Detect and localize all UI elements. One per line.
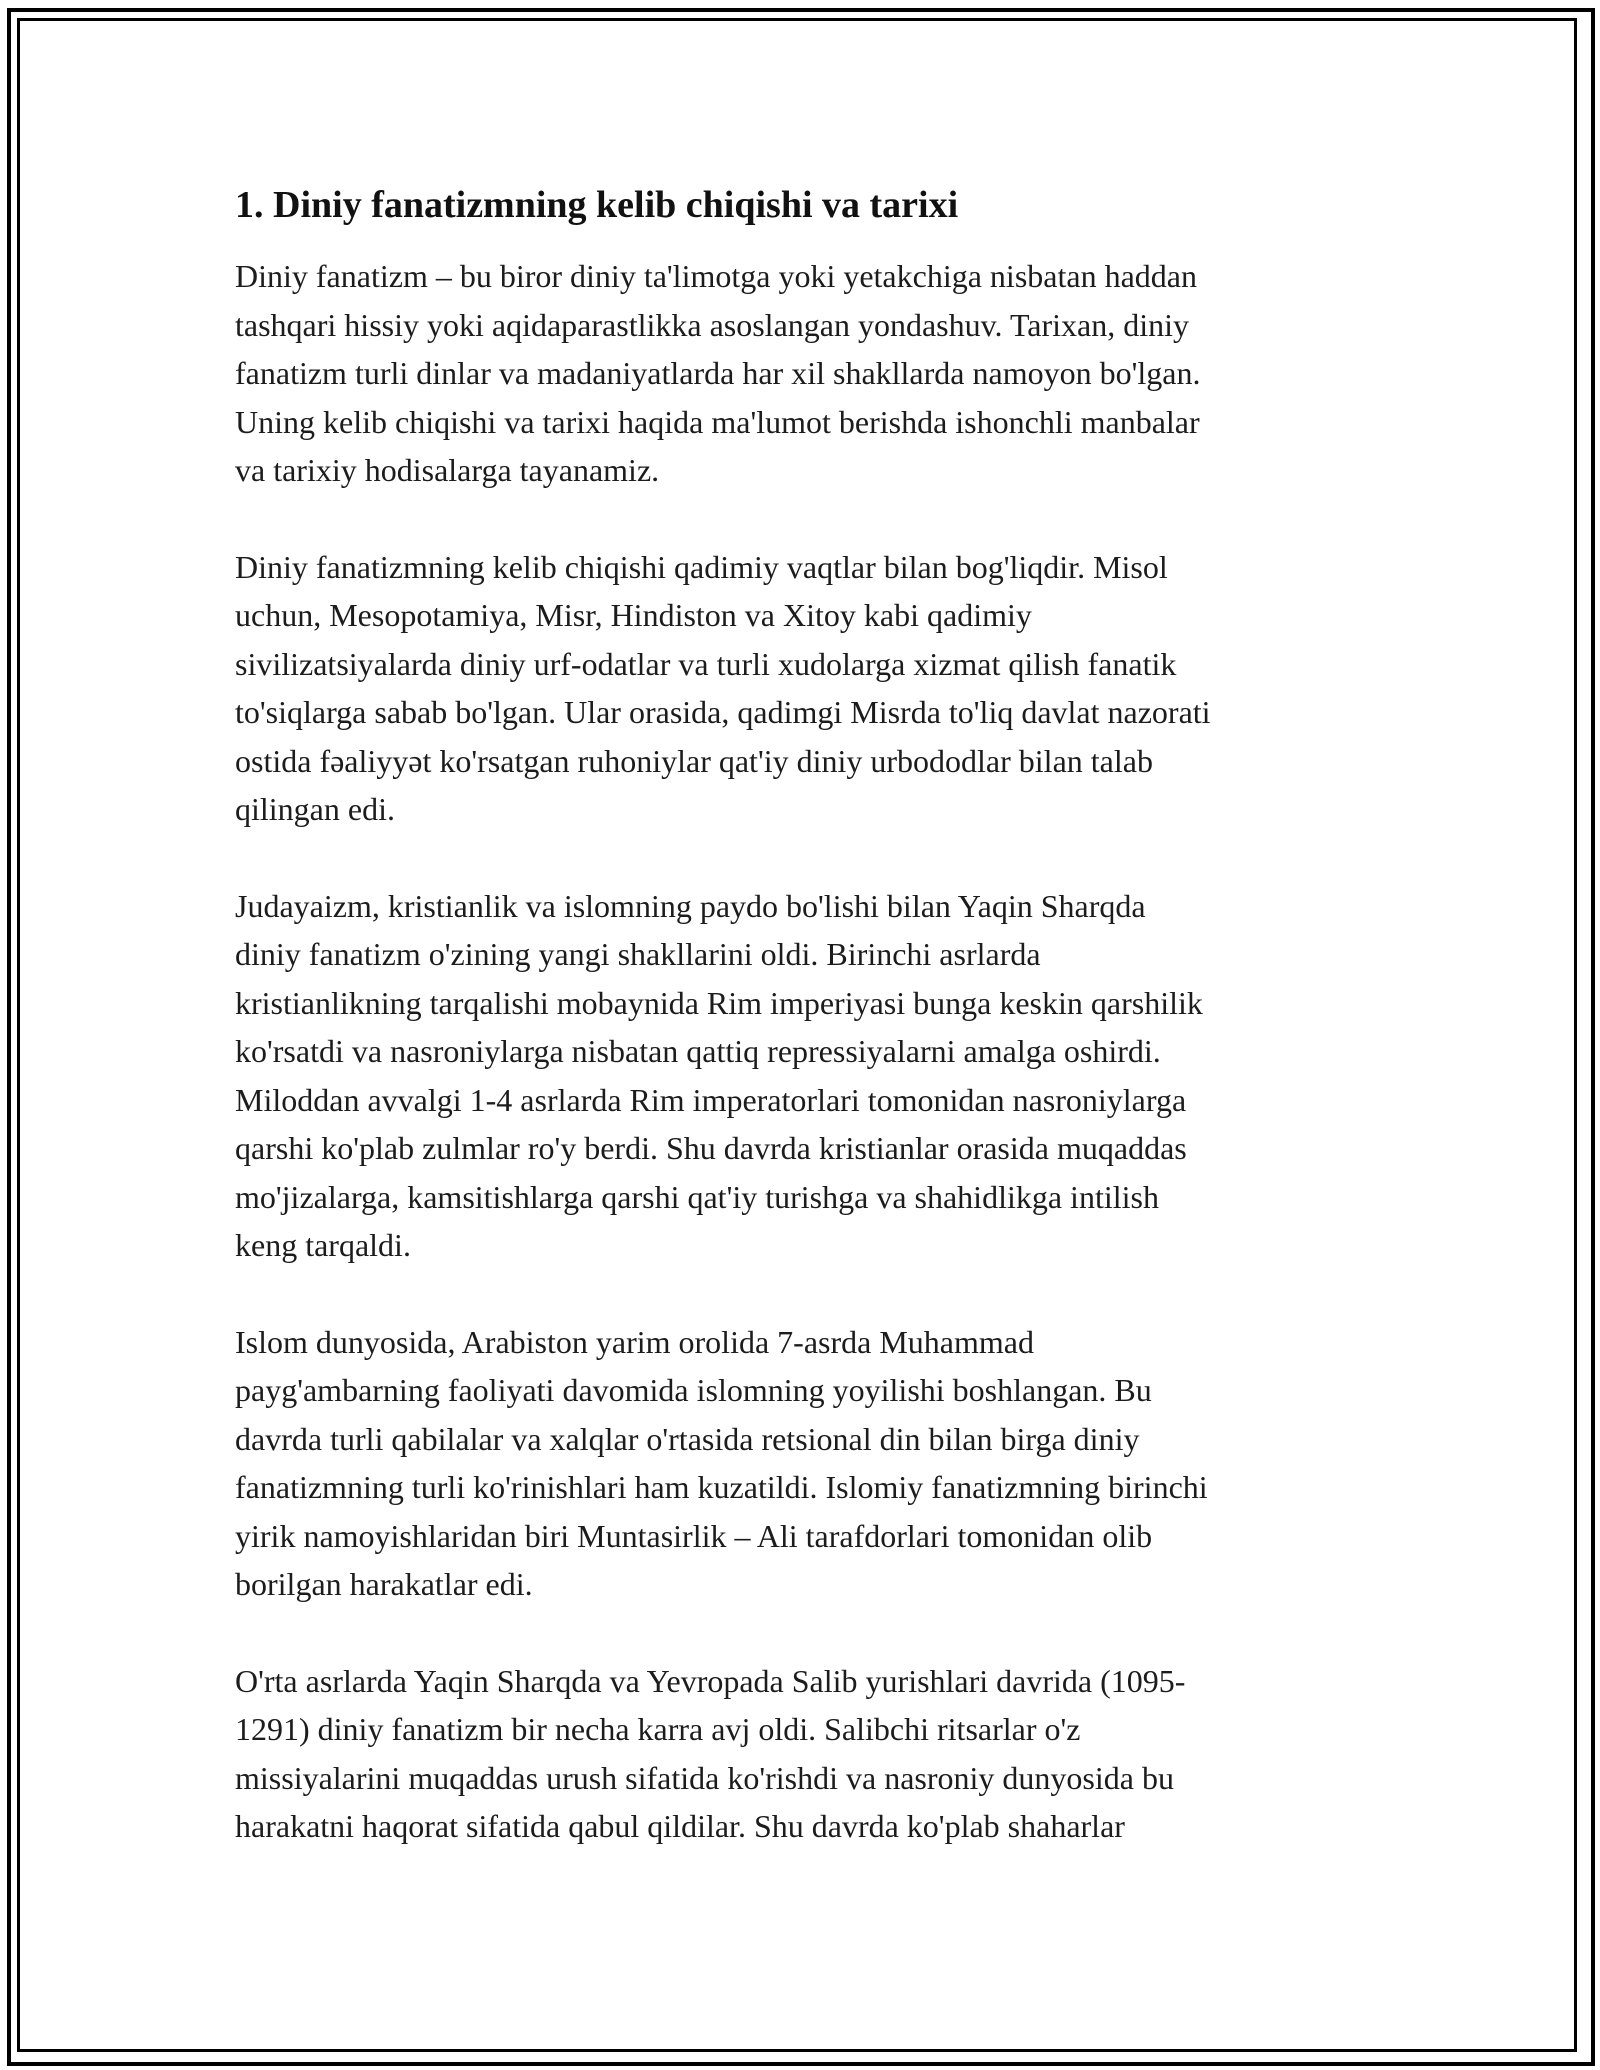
paragraph-line: davrda turli qabilalar va xalqlar o'rtasida retsional din bilan birga diniy	[235, 1420, 1140, 1457]
paragraph-line: missiyalarini muqaddas urush sifatida ko'rishdi va nasroniy dunyosida bu	[235, 1759, 1174, 1796]
paragraph-line: harakatni haqorat sifatida qabul qildilar. Shu davrda ko'plab shaharlar	[235, 1808, 1125, 1844]
paragraph-line: borilgan harakatlar edi.	[235, 1566, 533, 1602]
paragraph-line: to'siqlarga sabab bo'lgan. Ular orasida, qadimgi Misrda to'liq davlat nazorati	[235, 694, 1211, 730]
paragraph	[235, 1657, 1365, 1851]
paragraph-line: Judayaizm, kristianlik va islomning paydo bo'lishi bilan Yaqin Sharqda	[235, 887, 1146, 924]
paragraph-line: qilingan edi.	[235, 791, 395, 827]
paragraph-line: ko'rsatdi va nasroniylarga nisbatan qattiq repressiyalarni amalga oshirdi.	[235, 1033, 1161, 1069]
paragraph-line: Uning kelib chiqishi va tarixi haqida ma'lumot berishda ishonchli manbalar	[235, 403, 1200, 440]
paragraph-line: 1291) diniy fanatizm bir necha karra avj oldi. Salibchi ritsarlar o'z	[235, 1711, 1081, 1747]
paragraph	[235, 882, 1365, 1270]
paragraph-line: sivilizatsiyalarda diniy urf-odatlar va turli xudolarga xizmat qilish fanatik	[235, 645, 1177, 682]
paragraph	[235, 543, 1365, 834]
paragraph-line: Diniy fanatizm – bu biror diniy ta'limotga yoki yetakchiga nisbatan haddan	[235, 258, 1197, 294]
paragraph-line: fanatizm turli dinlar va madaniyatlarda har xil shakllarda namoyon bo'lgan.	[235, 355, 1201, 391]
paragraph-line: Miloddan avvalgi 1-4 asrlarda Rim imperatorlari tomonidan nasroniylarga	[235, 1081, 1187, 1118]
paragraph-line: payg'ambarning faoliyati davomida islomning yoyilishi boshlangan. Bu	[235, 1372, 1152, 1408]
paragraph-line: fanatizmning turli ko'rinishlari ham kuzatildi. Islomiy fanatizmning birinchi	[235, 1469, 1208, 1505]
paragraph-line: tashqari hissiy yoki aqidaparastlikka asoslangan yondashuv. Tarixan, diniy	[235, 306, 1190, 343]
paragraph-line: O'rta asrlarda Yaqin Sharqda va Yevropada Salib yurishlari davrida (1095-	[235, 1662, 1186, 1699]
paragraph-line: uchun, Mesopotamiya, Misr, Hindiston va Xitoy kabi qadimiy	[235, 597, 1032, 633]
paragraph-line: yirik namoyishlaridan biri Muntasirlik – Ali tarafdorlari tomonidan olib	[235, 1517, 1153, 1554]
section-heading: 1. Diniy fanatizmning kelib chiqishi va tarixi	[235, 184, 959, 226]
paragraph-line: qarshi ko'plab zulmlar ro'y berdi. Shu davrda kristianlar orasida muqaddas	[235, 1130, 1187, 1166]
paragraph-line: keng tarqaldi.	[235, 1227, 411, 1263]
document-body	[235, 180, 1365, 1899]
paragraph	[235, 252, 1365, 495]
paragraph	[235, 1318, 1365, 1609]
paragraph-line: Islom dunyosida, Arabiston yarim orolida 7-asrda Muhammad	[235, 1323, 1034, 1360]
paragraph-line: ostida fəaliyyət ko'rsatgan ruhoniylar qat'iy diniy urbododlar bilan talab	[235, 742, 1153, 779]
paragraph-line: diniy fanatizm o'zining yangi shakllarini oldi. Birinchi asrlarda	[235, 936, 1041, 972]
paragraph-line: mo'jizalarga, kamsitishlarga qarshi qat'iy turishga va shahidlikga intilish	[235, 1178, 1159, 1215]
paragraph-line: kristianlikning tarqalishi mobaynida Rim imperiyasi bunga keskin qarshilik	[235, 984, 1203, 1021]
paragraph-line: Diniy fanatizmning kelib chiqishi qadimiy vaqtlar bilan bog'liqdir. Misol	[235, 548, 1168, 585]
paragraph-line: va tarixiy hodisalarga tayanamiz.	[235, 452, 660, 488]
paragraph-list	[235, 252, 1365, 1851]
